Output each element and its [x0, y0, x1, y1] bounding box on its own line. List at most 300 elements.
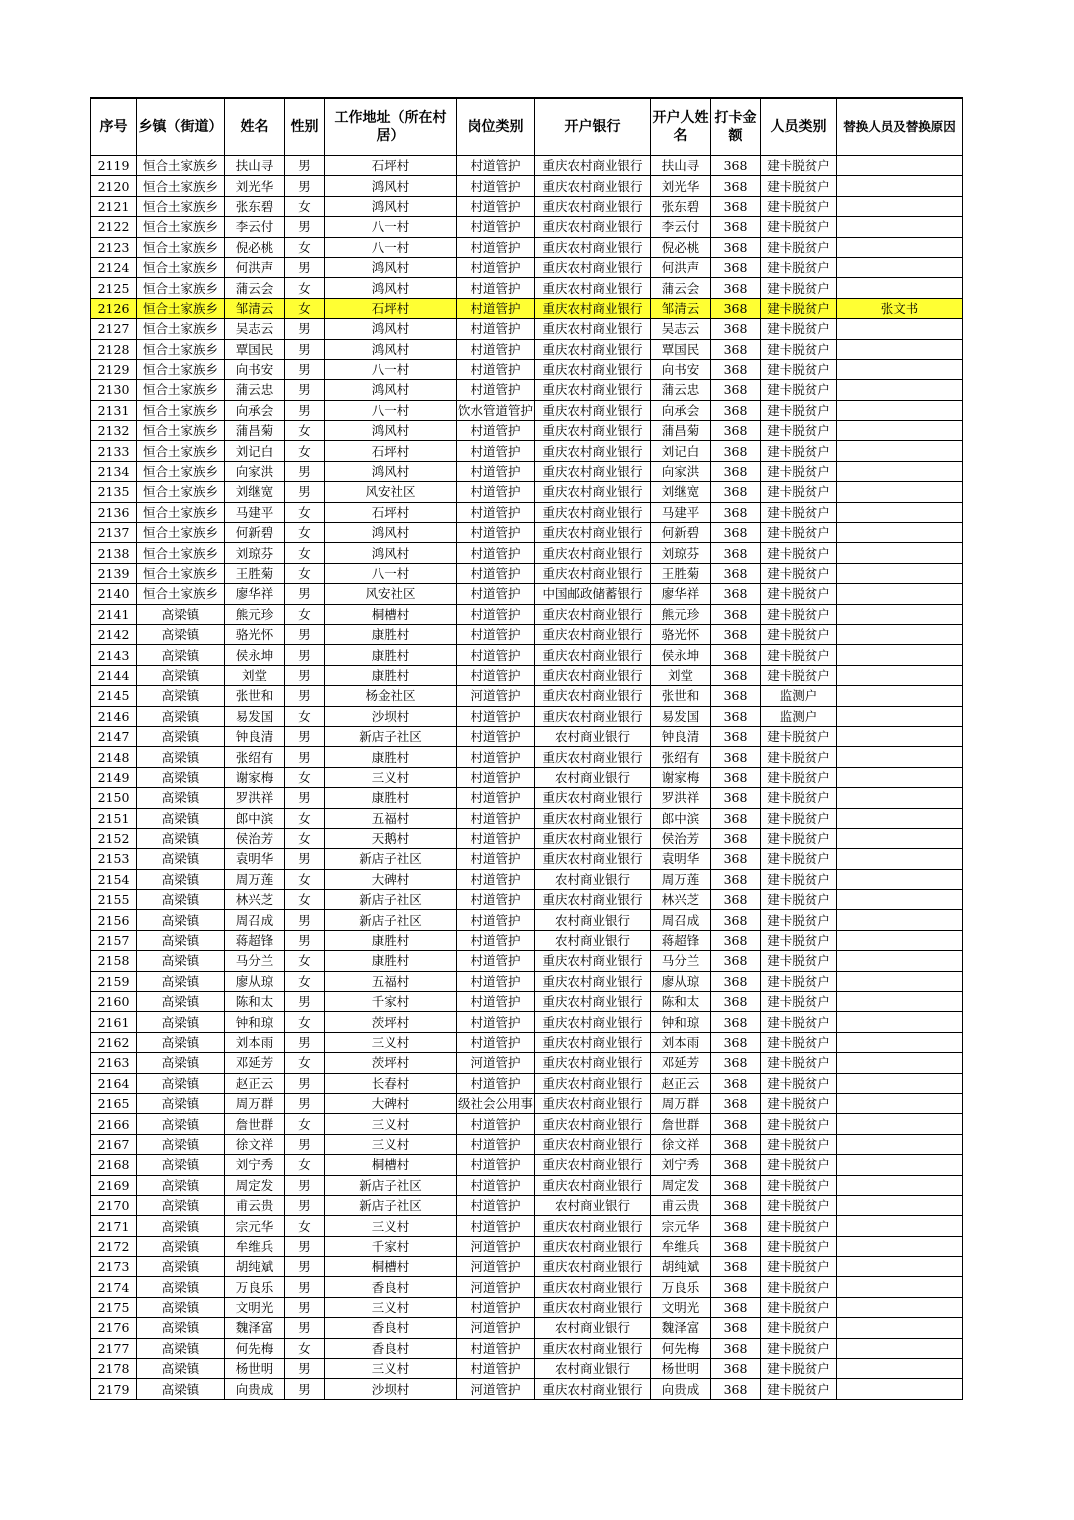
cell-post-type: 村道管护 [457, 461, 535, 481]
cell-replacement [837, 992, 963, 1012]
cell-person-category: 建卡脱贫户 [761, 563, 837, 583]
cell-township: 恒合土家族乡 [137, 339, 225, 359]
cell-bank: 重庆农村商业银行 [535, 1093, 651, 1113]
cell-account-holder: 吴志云 [651, 319, 711, 339]
cell-person-category: 建卡脱贫户 [761, 645, 837, 665]
cell-person-category: 建卡脱贫户 [761, 930, 837, 950]
cell-bank: 重庆农村商业银行 [535, 1012, 651, 1032]
cell-seq: 2139 [91, 563, 137, 583]
table-row [91, 421, 963, 441]
cell-name: 周万群 [225, 1093, 285, 1113]
header-township: 乡镇（街道） [137, 98, 225, 156]
table-row [91, 951, 963, 971]
cell-replacement [837, 788, 963, 808]
cell-work-address: 鸿风村 [325, 176, 457, 196]
cell-township: 恒合土家族乡 [137, 563, 225, 583]
cell-seq: 2122 [91, 217, 137, 237]
cell-account-holder: 向家洪 [651, 461, 711, 481]
cell-bank: 重庆农村商业银行 [535, 849, 651, 869]
cell-bank: 重庆农村商业银行 [535, 1236, 651, 1256]
cell-post-type: 村道管护 [457, 237, 535, 257]
cell-seq: 2134 [91, 461, 137, 481]
cell-township: 高梁镇 [137, 1236, 225, 1256]
cell-person-category: 建卡脱贫户 [761, 1093, 837, 1113]
cell-replacement [837, 971, 963, 991]
cell-name: 钟和琼 [225, 1012, 285, 1032]
cell-work-address: 康胜村 [325, 747, 457, 767]
cell-account-holder: 何洪声 [651, 257, 711, 277]
table-row [91, 869, 963, 889]
cell-person-category: 建卡脱贫户 [761, 319, 837, 339]
table-row [91, 1216, 963, 1236]
cell-township: 恒合土家族乡 [137, 482, 225, 502]
header-account-holder: 开户人姓名 [651, 98, 711, 156]
cell-account-holder: 蒋超锋 [651, 930, 711, 950]
cell-seq: 2126 [91, 298, 137, 318]
cell-amount: 368 [711, 563, 761, 583]
cell-post-type: 饮水管道管护 [457, 400, 535, 420]
cell-gender: 男 [285, 482, 325, 502]
cell-gender: 男 [285, 624, 325, 644]
cell-person-category: 建卡脱贫户 [761, 1134, 837, 1154]
cell-post-type: 村道管护 [457, 624, 535, 644]
cell-seq: 2158 [91, 951, 137, 971]
table-row [91, 849, 963, 869]
cell-name: 易发国 [225, 706, 285, 726]
table-row [91, 1012, 963, 1032]
cell-work-address: 五福村 [325, 808, 457, 828]
cell-bank: 中国邮政储蓄银行 [535, 584, 651, 604]
cell-amount: 368 [711, 523, 761, 543]
cell-township: 恒合土家族乡 [137, 584, 225, 604]
cell-replacement [837, 400, 963, 420]
table-row [91, 1093, 963, 1113]
cell-amount: 368 [711, 257, 761, 277]
table-row [91, 1359, 963, 1379]
cell-seq: 2137 [91, 523, 137, 543]
cell-gender: 女 [285, 951, 325, 971]
cell-person-category: 建卡脱贫户 [761, 869, 837, 889]
cell-work-address: 新店子社区 [325, 890, 457, 910]
table-row [91, 910, 963, 930]
cell-amount: 368 [711, 910, 761, 930]
cell-township: 高梁镇 [137, 1359, 225, 1379]
table-row [91, 217, 963, 237]
cell-replacement [837, 767, 963, 787]
cell-amount: 368 [711, 237, 761, 257]
cell-name: 袁明华 [225, 849, 285, 869]
cell-bank: 重庆农村商业银行 [535, 400, 651, 420]
cell-amount: 368 [711, 400, 761, 420]
cell-bank: 重庆农村商业银行 [535, 257, 651, 277]
table-row [91, 196, 963, 216]
cell-person-category: 建卡脱贫户 [761, 543, 837, 563]
cell-seq: 2127 [91, 319, 137, 339]
cell-post-type: 村道管护 [457, 257, 535, 277]
cell-bank: 重庆农村商业银行 [535, 665, 651, 685]
table-row [91, 1236, 963, 1256]
table-row [91, 1073, 963, 1093]
cell-name: 蒋超锋 [225, 930, 285, 950]
cell-person-category: 建卡脱贫户 [761, 828, 837, 848]
cell-work-address: 大碑村 [325, 869, 457, 889]
cell-work-address: 长春村 [325, 1073, 457, 1093]
cell-account-holder: 谢家梅 [651, 767, 711, 787]
cell-person-category: 建卡脱贫户 [761, 359, 837, 379]
cell-post-type: 村道管护 [457, 788, 535, 808]
cell-township: 恒合土家族乡 [137, 156, 225, 176]
cell-person-category: 建卡脱贫户 [761, 339, 837, 359]
cell-gender: 男 [285, 645, 325, 665]
cell-person-category: 建卡脱贫户 [761, 1297, 837, 1317]
cell-seq: 2168 [91, 1155, 137, 1175]
cell-name: 廖华祥 [225, 584, 285, 604]
cell-bank: 重庆农村商业银行 [535, 1338, 651, 1358]
cell-replacement [837, 1053, 963, 1073]
cell-name: 侯治芳 [225, 828, 285, 848]
cell-bank: 重庆农村商业银行 [535, 359, 651, 379]
cell-township: 恒合土家族乡 [137, 237, 225, 257]
cell-gender: 男 [285, 176, 325, 196]
cell-bank: 重庆农村商业银行 [535, 951, 651, 971]
cell-account-holder: 马建平 [651, 502, 711, 522]
cell-name: 蒲云忠 [225, 380, 285, 400]
cell-seq: 2160 [91, 992, 137, 1012]
cell-person-category: 建卡脱贫户 [761, 156, 837, 176]
cell-post-type: 村道管护 [457, 992, 535, 1012]
cell-person-category: 建卡脱贫户 [761, 502, 837, 522]
table-row [91, 563, 963, 583]
cell-seq: 2132 [91, 421, 137, 441]
table-row [91, 1053, 963, 1073]
cell-account-holder: 张东碧 [651, 196, 711, 216]
cell-township: 恒合土家族乡 [137, 502, 225, 522]
cell-person-category: 建卡脱贫户 [761, 461, 837, 481]
cell-gender: 男 [285, 461, 325, 481]
table-row [91, 1134, 963, 1154]
cell-post-type: 村道管护 [457, 319, 535, 339]
cell-seq: 2138 [91, 543, 137, 563]
cell-township: 高梁镇 [137, 645, 225, 665]
cell-amount: 368 [711, 1175, 761, 1195]
cell-person-category: 建卡脱贫户 [761, 971, 837, 991]
cell-work-address: 鸿风村 [325, 257, 457, 277]
cell-account-holder: 向贵成 [651, 1379, 711, 1399]
cell-gender: 男 [285, 1073, 325, 1093]
cell-amount: 368 [711, 278, 761, 298]
cell-post-type: 河道管护 [457, 1257, 535, 1277]
cell-account-holder: 徐文祥 [651, 1134, 711, 1154]
cell-replacement [837, 380, 963, 400]
cell-amount: 368 [711, 665, 761, 685]
cell-seq: 2135 [91, 482, 137, 502]
cell-seq: 2152 [91, 828, 137, 848]
cell-replacement [837, 359, 963, 379]
cell-township: 高梁镇 [137, 788, 225, 808]
cell-post-type: 村道管护 [457, 1012, 535, 1032]
cell-gender: 女 [285, 808, 325, 828]
cell-seq: 2146 [91, 706, 137, 726]
table-row [91, 339, 963, 359]
cell-township: 高梁镇 [137, 726, 225, 746]
cell-replacement [837, 441, 963, 461]
cell-work-address: 千家村 [325, 1236, 457, 1256]
cell-person-category: 建卡脱贫户 [761, 808, 837, 828]
cell-name: 廖从琼 [225, 971, 285, 991]
cell-post-type: 村道管护 [457, 1297, 535, 1317]
cell-bank: 重庆农村商业银行 [535, 604, 651, 624]
cell-account-holder: 牟维兵 [651, 1236, 711, 1256]
cell-gender: 男 [285, 1175, 325, 1195]
cell-gender: 女 [285, 890, 325, 910]
cell-township: 恒合土家族乡 [137, 543, 225, 563]
cell-account-holder: 蒲昌菊 [651, 421, 711, 441]
cell-name: 何先梅 [225, 1338, 285, 1358]
roster-table [90, 97, 963, 1400]
cell-name: 蒲云会 [225, 278, 285, 298]
table-row [91, 992, 963, 1012]
cell-amount: 368 [711, 1012, 761, 1032]
cell-amount: 368 [711, 156, 761, 176]
cell-name: 万良乐 [225, 1277, 285, 1297]
cell-gender: 女 [285, 828, 325, 848]
cell-post-type: 村道管护 [457, 971, 535, 991]
cell-gender: 女 [285, 1216, 325, 1236]
cell-replacement [837, 1359, 963, 1379]
cell-gender: 男 [285, 992, 325, 1012]
cell-township: 高梁镇 [137, 1318, 225, 1338]
table-row [91, 767, 963, 787]
cell-post-type: 村道管护 [457, 563, 535, 583]
cell-post-type: 村道管护 [457, 951, 535, 971]
cell-account-holder: 侯治芳 [651, 828, 711, 848]
table-row [91, 400, 963, 420]
cell-work-address: 三义村 [325, 1114, 457, 1134]
cell-gender: 男 [285, 1032, 325, 1052]
table-row [91, 237, 963, 257]
cell-account-holder: 邓延芳 [651, 1053, 711, 1073]
cell-township: 高梁镇 [137, 1195, 225, 1215]
cell-post-type: 村道管护 [457, 1155, 535, 1175]
cell-account-holder: 蒲云忠 [651, 380, 711, 400]
cell-replacement [837, 1134, 963, 1154]
cell-name: 向贵成 [225, 1379, 285, 1399]
cell-person-category: 建卡脱贫户 [761, 1277, 837, 1297]
cell-person-category: 建卡脱贫户 [761, 1032, 837, 1052]
cell-account-holder: 郎中滨 [651, 808, 711, 828]
cell-replacement [837, 706, 963, 726]
cell-bank: 重庆农村商业银行 [535, 890, 651, 910]
table-row [91, 1277, 963, 1297]
cell-township: 高梁镇 [137, 930, 225, 950]
cell-seq: 2148 [91, 747, 137, 767]
cell-amount: 368 [711, 1297, 761, 1317]
cell-amount: 368 [711, 828, 761, 848]
cell-person-category: 建卡脱贫户 [761, 400, 837, 420]
cell-gender: 女 [285, 298, 325, 318]
cell-seq: 2155 [91, 890, 137, 910]
cell-name: 张世和 [225, 686, 285, 706]
cell-post-type: 河道管护 [457, 1236, 535, 1256]
header-replacement: 替换人员及替换原因 [837, 98, 963, 156]
cell-person-category: 建卡脱贫户 [761, 1236, 837, 1256]
cell-name: 向家洪 [225, 461, 285, 481]
cell-seq: 2165 [91, 1093, 137, 1113]
cell-gender: 男 [285, 380, 325, 400]
table-row [91, 502, 963, 522]
cell-replacement [837, 237, 963, 257]
cell-replacement [837, 563, 963, 583]
cell-seq: 2173 [91, 1257, 137, 1277]
cell-bank: 重庆农村商业银行 [535, 971, 651, 991]
cell-gender: 男 [285, 1318, 325, 1338]
cell-account-holder: 杨世明 [651, 1359, 711, 1379]
cell-seq: 2174 [91, 1277, 137, 1297]
cell-amount: 368 [711, 1134, 761, 1154]
cell-gender: 男 [285, 788, 325, 808]
cell-amount: 368 [711, 298, 761, 318]
cell-account-holder: 刘琼芬 [651, 543, 711, 563]
cell-post-type: 村道管护 [457, 869, 535, 889]
table-row [91, 971, 963, 991]
cell-post-type: 级社会公用事 [457, 1093, 535, 1113]
cell-bank: 重庆农村商业银行 [535, 1134, 651, 1154]
cell-replacement [837, 624, 963, 644]
cell-township: 高梁镇 [137, 808, 225, 828]
cell-gender: 女 [285, 869, 325, 889]
header-post-type: 岗位类别 [457, 98, 535, 156]
cell-gender: 男 [285, 359, 325, 379]
table-body [91, 156, 963, 1400]
cell-person-category: 建卡脱贫户 [761, 604, 837, 624]
cell-account-holder: 王胜菊 [651, 563, 711, 583]
cell-work-address: 八一村 [325, 237, 457, 257]
cell-work-address: 康胜村 [325, 645, 457, 665]
cell-replacement [837, 278, 963, 298]
cell-account-holder: 刘继宽 [651, 482, 711, 502]
cell-post-type: 村道管护 [457, 380, 535, 400]
cell-post-type: 村道管护 [457, 1032, 535, 1052]
cell-bank: 农村商业银行 [535, 1318, 651, 1338]
cell-person-category: 建卡脱贫户 [761, 665, 837, 685]
header-person-category: 人员类别 [761, 98, 837, 156]
cell-seq: 2144 [91, 665, 137, 685]
cell-seq: 2120 [91, 176, 137, 196]
cell-gender: 男 [285, 156, 325, 176]
cell-name: 周定发 [225, 1175, 285, 1195]
cell-person-category: 建卡脱贫户 [761, 176, 837, 196]
cell-post-type: 村道管护 [457, 890, 535, 910]
cell-bank: 重庆农村商业银行 [535, 747, 651, 767]
cell-seq: 2163 [91, 1053, 137, 1073]
cell-name: 熊元珍 [225, 604, 285, 624]
cell-post-type: 村道管护 [457, 767, 535, 787]
cell-bank: 重庆农村商业银行 [535, 788, 651, 808]
cell-post-type: 河道管护 [457, 1277, 535, 1297]
cell-work-address: 桐槽村 [325, 1155, 457, 1175]
cell-gender: 男 [285, 1134, 325, 1154]
cell-township: 恒合土家族乡 [137, 441, 225, 461]
cell-township: 高梁镇 [137, 951, 225, 971]
cell-amount: 368 [711, 747, 761, 767]
cell-bank: 重庆农村商业银行 [535, 1032, 651, 1052]
cell-bank: 重庆农村商业银行 [535, 1257, 651, 1277]
cell-account-holder: 蒲云会 [651, 278, 711, 298]
cell-name: 宗元华 [225, 1216, 285, 1236]
cell-account-holder: 侯永坤 [651, 645, 711, 665]
header-row [91, 98, 963, 156]
cell-gender: 男 [285, 319, 325, 339]
cell-post-type: 村道管护 [457, 1175, 535, 1195]
cell-replacement [837, 502, 963, 522]
cell-township: 高梁镇 [137, 1134, 225, 1154]
cell-person-category: 建卡脱贫户 [761, 380, 837, 400]
cell-post-type: 村道管护 [457, 196, 535, 216]
cell-amount: 368 [711, 788, 761, 808]
cell-amount: 368 [711, 1155, 761, 1175]
cell-township: 高梁镇 [137, 1032, 225, 1052]
cell-replacement [837, 869, 963, 889]
cell-work-address: 三义村 [325, 1297, 457, 1317]
cell-bank: 重庆农村商业银行 [535, 217, 651, 237]
cell-work-address: 康胜村 [325, 624, 457, 644]
cell-post-type: 村道管护 [457, 217, 535, 237]
cell-person-category: 建卡脱贫户 [761, 624, 837, 644]
cell-person-category: 建卡脱贫户 [761, 1053, 837, 1073]
cell-seq: 2167 [91, 1134, 137, 1154]
cell-work-address: 康胜村 [325, 951, 457, 971]
cell-township: 高梁镇 [137, 1175, 225, 1195]
cell-name: 詹世群 [225, 1114, 285, 1134]
cell-post-type: 村道管护 [457, 502, 535, 522]
cell-seq: 2142 [91, 624, 137, 644]
cell-township: 高梁镇 [137, 1155, 225, 1175]
cell-bank: 重庆农村商业银行 [535, 339, 651, 359]
cell-work-address: 康胜村 [325, 665, 457, 685]
cell-post-type: 村道管护 [457, 747, 535, 767]
cell-township: 高梁镇 [137, 1297, 225, 1317]
cell-seq: 2175 [91, 1297, 137, 1317]
cell-township: 高梁镇 [137, 1257, 225, 1277]
cell-bank: 农村商业银行 [535, 1195, 651, 1215]
cell-account-holder: 廖从琼 [651, 971, 711, 991]
cell-seq: 2125 [91, 278, 137, 298]
table-row [91, 441, 963, 461]
cell-replacement [837, 1338, 963, 1358]
cell-township: 恒合土家族乡 [137, 257, 225, 277]
cell-township: 高梁镇 [137, 1093, 225, 1113]
cell-work-address: 三义村 [325, 1359, 457, 1379]
cell-seq: 2133 [91, 441, 137, 461]
cell-gender: 女 [285, 1114, 325, 1134]
cell-name: 罗洪祥 [225, 788, 285, 808]
cell-account-holder: 钟良清 [651, 726, 711, 746]
cell-bank: 农村商业银行 [535, 930, 651, 950]
cell-work-address: 鸿风村 [325, 380, 457, 400]
cell-account-holder: 文明光 [651, 1297, 711, 1317]
table-row [91, 665, 963, 685]
cell-work-address: 鸿风村 [325, 523, 457, 543]
cell-township: 高梁镇 [137, 1277, 225, 1297]
cell-seq: 2145 [91, 686, 137, 706]
cell-gender: 女 [285, 1012, 325, 1032]
cell-post-type: 村道管护 [457, 421, 535, 441]
cell-replacement [837, 339, 963, 359]
cell-township: 高梁镇 [137, 1012, 225, 1032]
cell-replacement [837, 1257, 963, 1277]
cell-seq: 2170 [91, 1195, 137, 1215]
cell-post-type: 村道管护 [457, 665, 535, 685]
